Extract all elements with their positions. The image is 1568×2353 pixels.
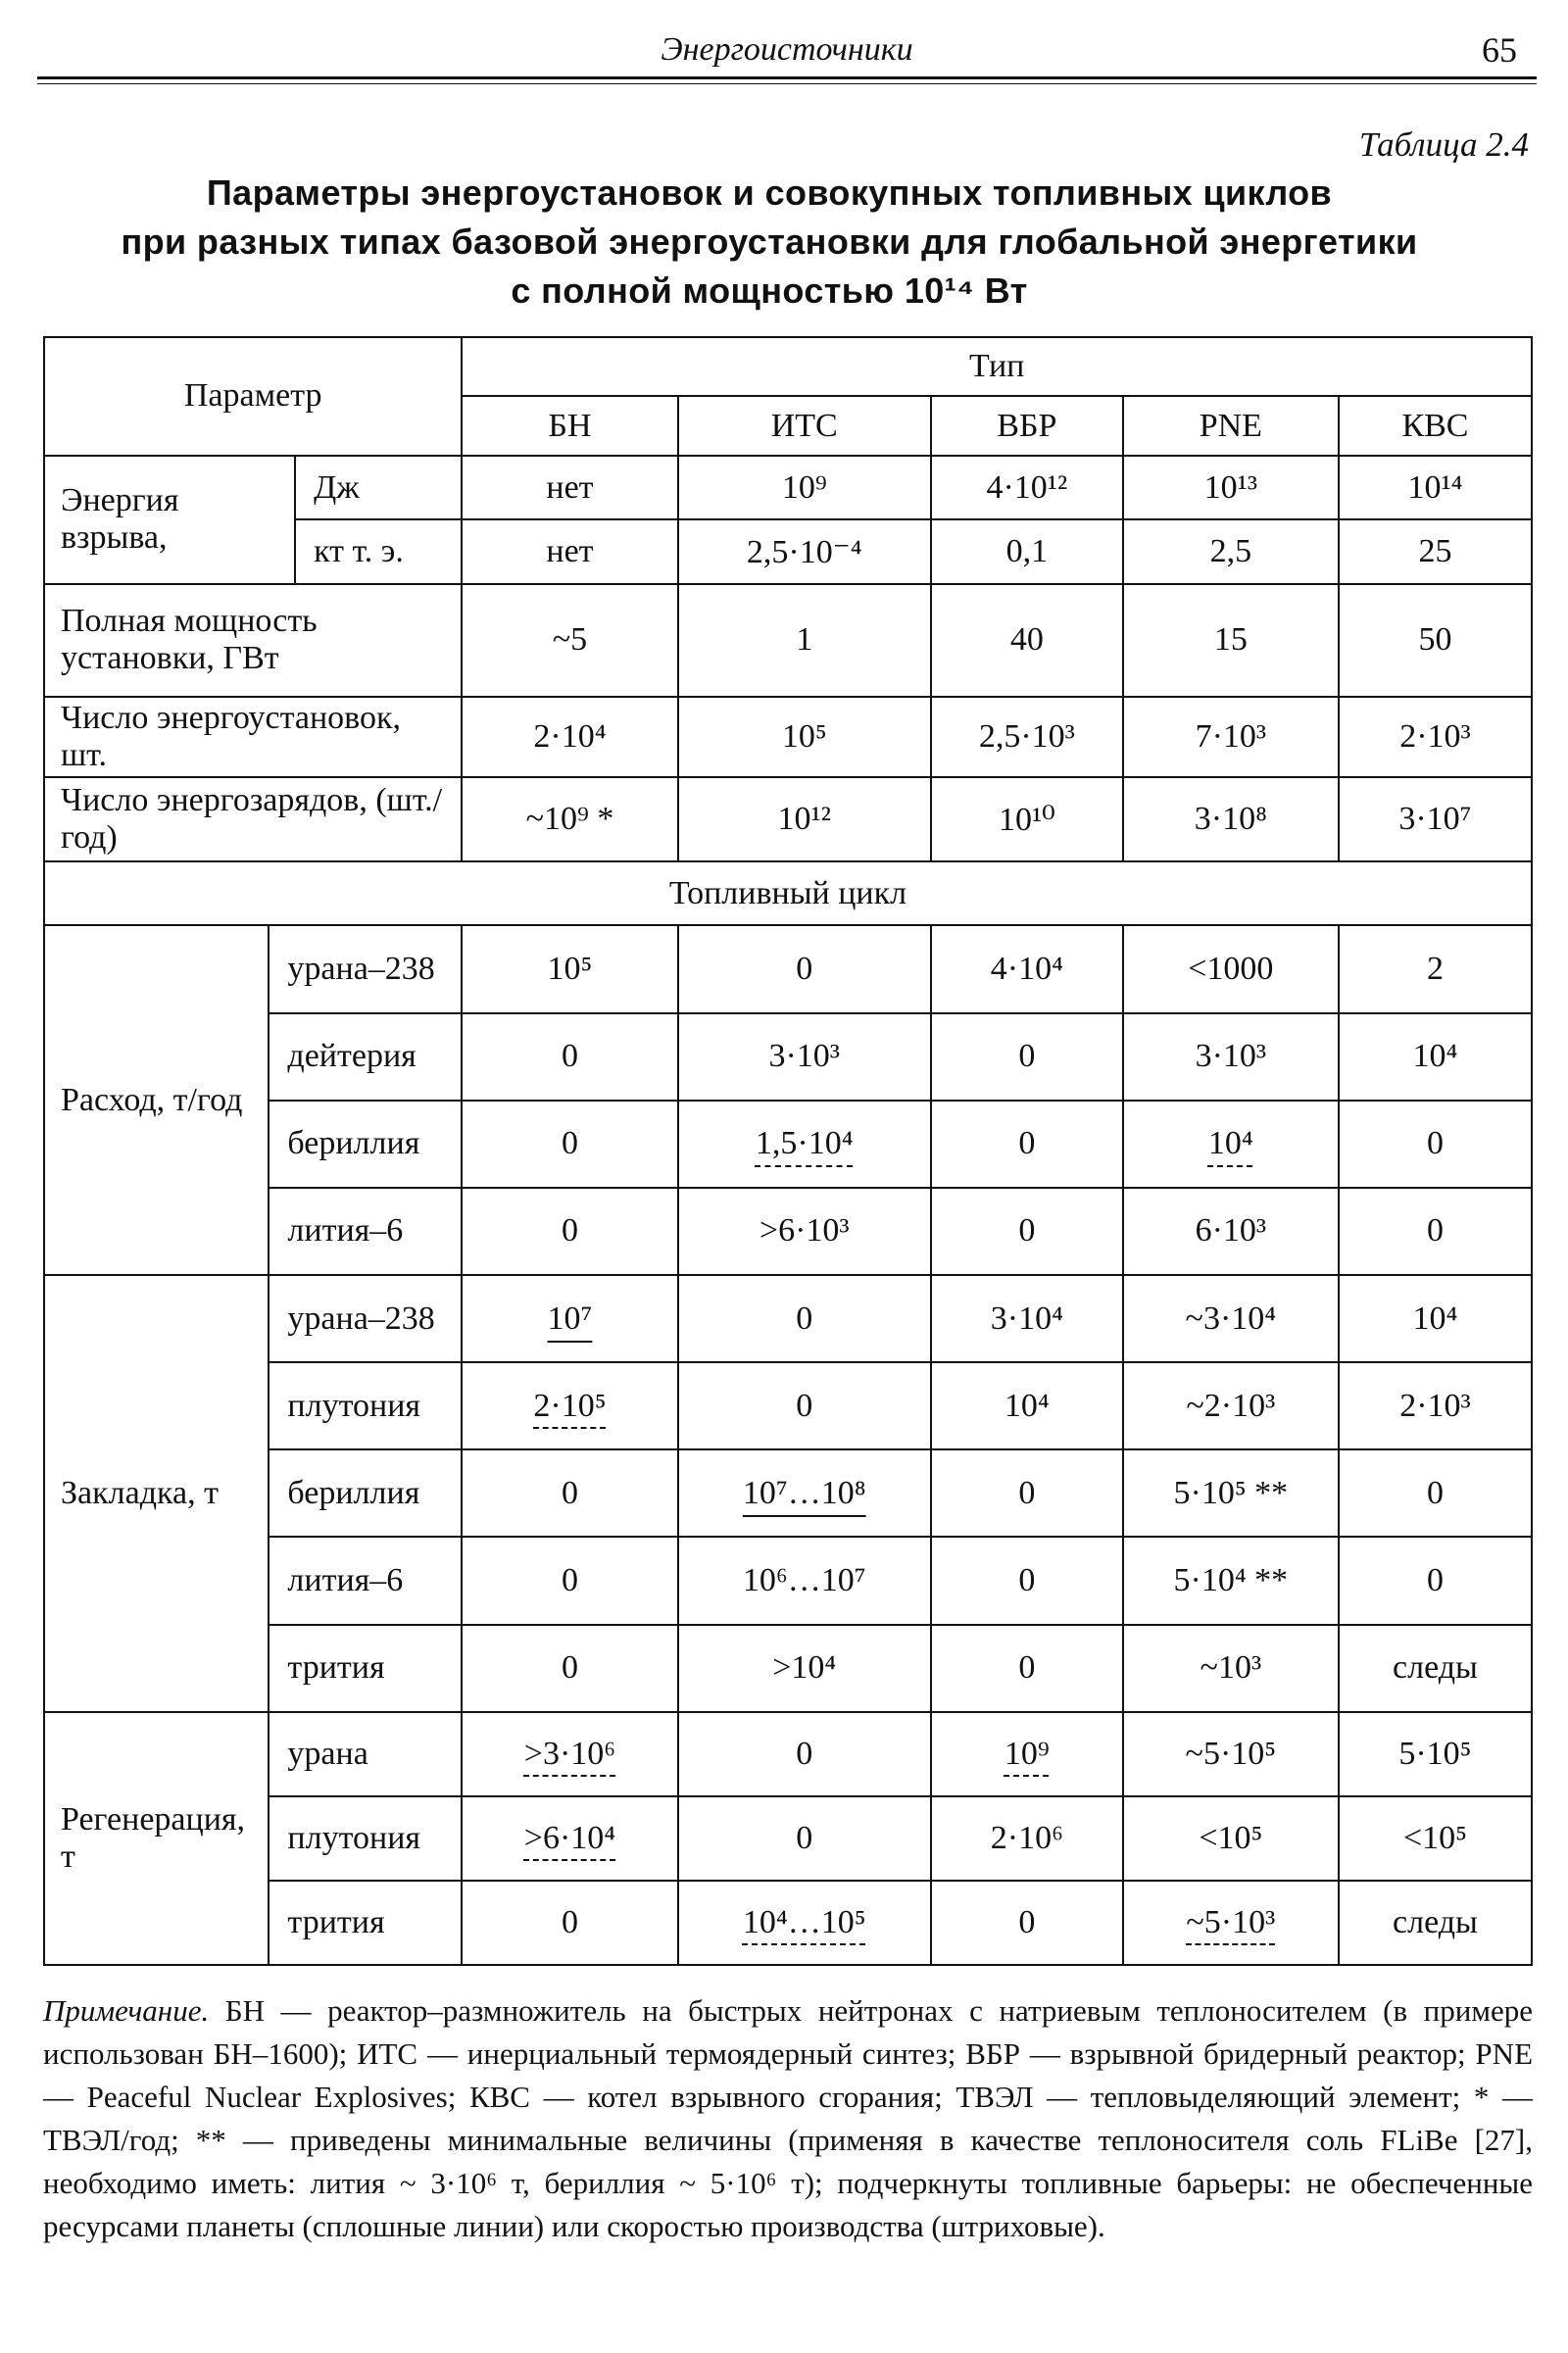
barrier-value: 1,5·10⁴ (755, 1125, 854, 1162)
table-cell (1123, 1101, 1339, 1188)
column-header: КВС (1339, 396, 1532, 455)
table-cell: 2,5·10³ (931, 697, 1123, 777)
caption-line: с полной мощностью 10¹⁴ Вт (511, 270, 1028, 311)
table-cell: 0 (931, 1449, 1123, 1537)
row-item: плутония (269, 1362, 462, 1449)
table-cell: 0 (462, 1188, 677, 1275)
table-cell (1123, 1881, 1339, 1965)
page-header (37, 27, 1537, 82)
table-cell (678, 1881, 931, 1965)
column-header: БН (462, 396, 677, 455)
units-label: Число энергоустановок, шт. (44, 697, 462, 777)
barrier-value: 2·10⁵ (533, 1387, 607, 1424)
table-cell: 0 (462, 1625, 677, 1712)
table-cell: 0 (931, 1013, 1123, 1101)
param-header: Параметр (44, 337, 462, 456)
table-cell: 1 (678, 584, 931, 697)
table-cell: 10⁵ (678, 697, 931, 777)
note-text: БН — реактор–размножитель на быстрых нейтронах с натриевым теплоносителем (в примере использован БН–1600); ИТС — инерциальный термоядерный синтез; ВБР — взрывной бридерный реактор; PNE — Peaceful Nuclear Explosives; КВС — котел взрывного сгорания; ТВЭЛ — тепловыделяющий элемент; * — ТВЭЛ/год; ** — приведены минимальные величины (применяя в качестве теплоносителя соль FLiBe [27], необходимо иметь: лития ~ 3·10⁶ т, бериллия ~ 5·10⁶ т); подчеркнуты топливные барьеры: не обеспеченные ресурсами планеты (сплошные линии) или скоростью производства (штриховые). (43, 1993, 1533, 2243)
table-cell: 5·10⁴ ** (1123, 1537, 1339, 1624)
table-cell: 10⁴ (931, 1362, 1123, 1449)
table-cell: 2·10³ (1339, 1362, 1532, 1449)
table-cell: 5·10⁵ (1339, 1712, 1532, 1796)
table-cell: 10¹³ (1123, 456, 1339, 520)
table-cell: нет (462, 519, 677, 584)
table-cell: 2,5·10⁻⁴ (678, 519, 931, 584)
table-cell: 0 (678, 925, 931, 1012)
row-item: лития–6 (269, 1188, 462, 1275)
table-cell: 0 (462, 1013, 677, 1101)
column-header: ИТС (678, 396, 931, 455)
table-cell: ~10³ (1123, 1625, 1339, 1712)
table-cell: следы (1339, 1625, 1532, 1712)
table-cell: 3·10³ (678, 1013, 931, 1101)
table-cell: 2,5 (1123, 519, 1339, 584)
table-cell: 0 (931, 1881, 1123, 1965)
consumption-label: Расход, т/год (44, 925, 269, 1275)
row-item: плутония (269, 1796, 462, 1881)
table-cell: 0 (931, 1188, 1123, 1275)
caption-line: при разных типах базовой энергоустановки для глобальной энергетики (121, 221, 1418, 262)
barrier-value: 10⁷ (547, 1299, 593, 1337)
table-number: Таблица 2.4 (1358, 125, 1529, 164)
table-cell: 0 (931, 1101, 1123, 1188)
regeneration-label: Регенерация, т (44, 1712, 269, 1965)
table-cell (462, 1796, 677, 1881)
table-cell: нет (462, 456, 677, 520)
table-cell: 40 (931, 584, 1123, 697)
table-cell: 7·10³ (1123, 697, 1339, 777)
table-cell: 0 (931, 1537, 1123, 1624)
table-cell: 0 (678, 1796, 931, 1881)
parameters-table (43, 336, 1533, 1966)
table-cell: ~5·10⁵ (1123, 1712, 1339, 1796)
table-cell: 50 (1339, 584, 1532, 697)
row-item: трития (269, 1881, 462, 1965)
table-cell: 10⁵ (462, 925, 677, 1012)
table-cell: 10¹⁴ (1339, 456, 1532, 520)
row-item: урана–238 (269, 925, 462, 1012)
table-cell: 2·10³ (1339, 697, 1532, 777)
table-cell: 0 (931, 1625, 1123, 1712)
note-label: Примечание. (43, 1993, 210, 2028)
table-cell: 0 (1339, 1449, 1532, 1537)
table-cell: 2·10⁴ (462, 697, 677, 777)
table-cell: <10⁵ (1339, 1796, 1532, 1881)
table-cell (678, 1449, 931, 1537)
table-cell: 3·10³ (1123, 1013, 1339, 1101)
table-cell: ~5 (462, 584, 677, 697)
table-cell: 5·10⁵ ** (1123, 1449, 1339, 1537)
table-cell (462, 1712, 677, 1796)
table-cell: <1000 (1123, 925, 1339, 1012)
barrier-value: 10⁴ (1207, 1125, 1253, 1162)
table-cell: 4·10¹² (931, 456, 1123, 520)
table-cell: 10¹² (678, 777, 931, 861)
row-item: бериллия (269, 1449, 462, 1537)
table-cell: 0 (462, 1101, 677, 1188)
table-cell: 0 (462, 1537, 677, 1624)
table-cell: 10⁴ (1339, 1275, 1532, 1362)
fuel-cycle-header: Топливный цикл (44, 861, 1532, 926)
table-cell: 6·10³ (1123, 1188, 1339, 1275)
table-cell: 3·10⁸ (1123, 777, 1339, 861)
table-caption (59, 169, 1480, 316)
header-rule-thick (37, 76, 1537, 79)
table-cell: 4·10⁴ (931, 925, 1123, 1012)
table-cell: 0 (678, 1362, 931, 1449)
header-rule-thin (37, 83, 1537, 84)
column-header: PNE (1123, 396, 1339, 455)
row-item: бериллия (269, 1101, 462, 1188)
row-item: дейтерия (269, 1013, 462, 1101)
table-cell: следы (1339, 1881, 1532, 1965)
table-cell: >6·10³ (678, 1188, 931, 1275)
type-header: Тип (462, 337, 1532, 396)
table-cell (462, 1362, 677, 1449)
table-cell: 2·10⁶ (931, 1796, 1123, 1881)
table-cell: 0 (1339, 1101, 1532, 1188)
table-cell (678, 1101, 931, 1188)
barrier-value: >6·10⁴ (523, 1819, 616, 1856)
table-cell: 2 (1339, 925, 1532, 1012)
table-cell: 10⁹ (678, 456, 931, 520)
table-cell: 10⁶…10⁷ (678, 1537, 931, 1624)
charges-label: Число энергозарядов, (шт./год) (44, 777, 462, 861)
row-item: лития–6 (269, 1537, 462, 1624)
table-cell: 0 (1339, 1188, 1532, 1275)
running-title: Энергоисточники (661, 31, 913, 68)
table-cell: >10⁴ (678, 1625, 931, 1712)
table-cell: 25 (1339, 519, 1532, 584)
table-note (43, 1989, 1533, 2248)
power-label: Полная мощность установки, ГВт (44, 584, 462, 697)
barrier-value: ~5·10³ (1186, 1903, 1276, 1940)
row-item: урана–238 (269, 1275, 462, 1362)
table-cell (462, 1275, 677, 1362)
column-header: ВБР (931, 396, 1123, 455)
table-cell: 0 (462, 1881, 677, 1965)
energy-unit-kt: кт т. э. (295, 519, 462, 584)
table-cell: <10⁵ (1123, 1796, 1339, 1881)
energy-label: Энергия взрыва, (44, 456, 295, 584)
table-cell: 0 (1339, 1537, 1532, 1624)
barrier-value: 10⁹ (1004, 1735, 1050, 1772)
barrier-value: 10⁷…10⁸ (742, 1474, 866, 1511)
loading-label: Закладка, т (44, 1275, 269, 1712)
table-cell: ~3·10⁴ (1123, 1275, 1339, 1362)
table-cell: 0 (462, 1449, 677, 1537)
table-cell: 0,1 (931, 519, 1123, 584)
table-cell: ~2·10³ (1123, 1362, 1339, 1449)
table-cell: 10¹⁰ (931, 777, 1123, 861)
barrier-value: >3·10⁶ (523, 1735, 616, 1772)
caption-line: Параметры энергоустановок и совокупных топливных циклов (206, 172, 1333, 213)
table-cell: 10⁴ (1339, 1013, 1532, 1101)
energy-unit-dj: Дж (295, 456, 462, 520)
page-number: 65 (1482, 30, 1517, 70)
table-cell: 15 (1123, 584, 1339, 697)
table-cell: ~10⁹ * (462, 777, 677, 861)
row-item: урана (269, 1712, 462, 1796)
table-cell (931, 1712, 1123, 1796)
table-cell: 3·10⁴ (931, 1275, 1123, 1362)
table-cell: 0 (678, 1712, 931, 1796)
row-item: трития (269, 1625, 462, 1712)
barrier-value: 10⁴…10⁵ (742, 1903, 866, 1940)
table-cell: 0 (678, 1275, 931, 1362)
table-cell: 3·10⁷ (1339, 777, 1532, 861)
